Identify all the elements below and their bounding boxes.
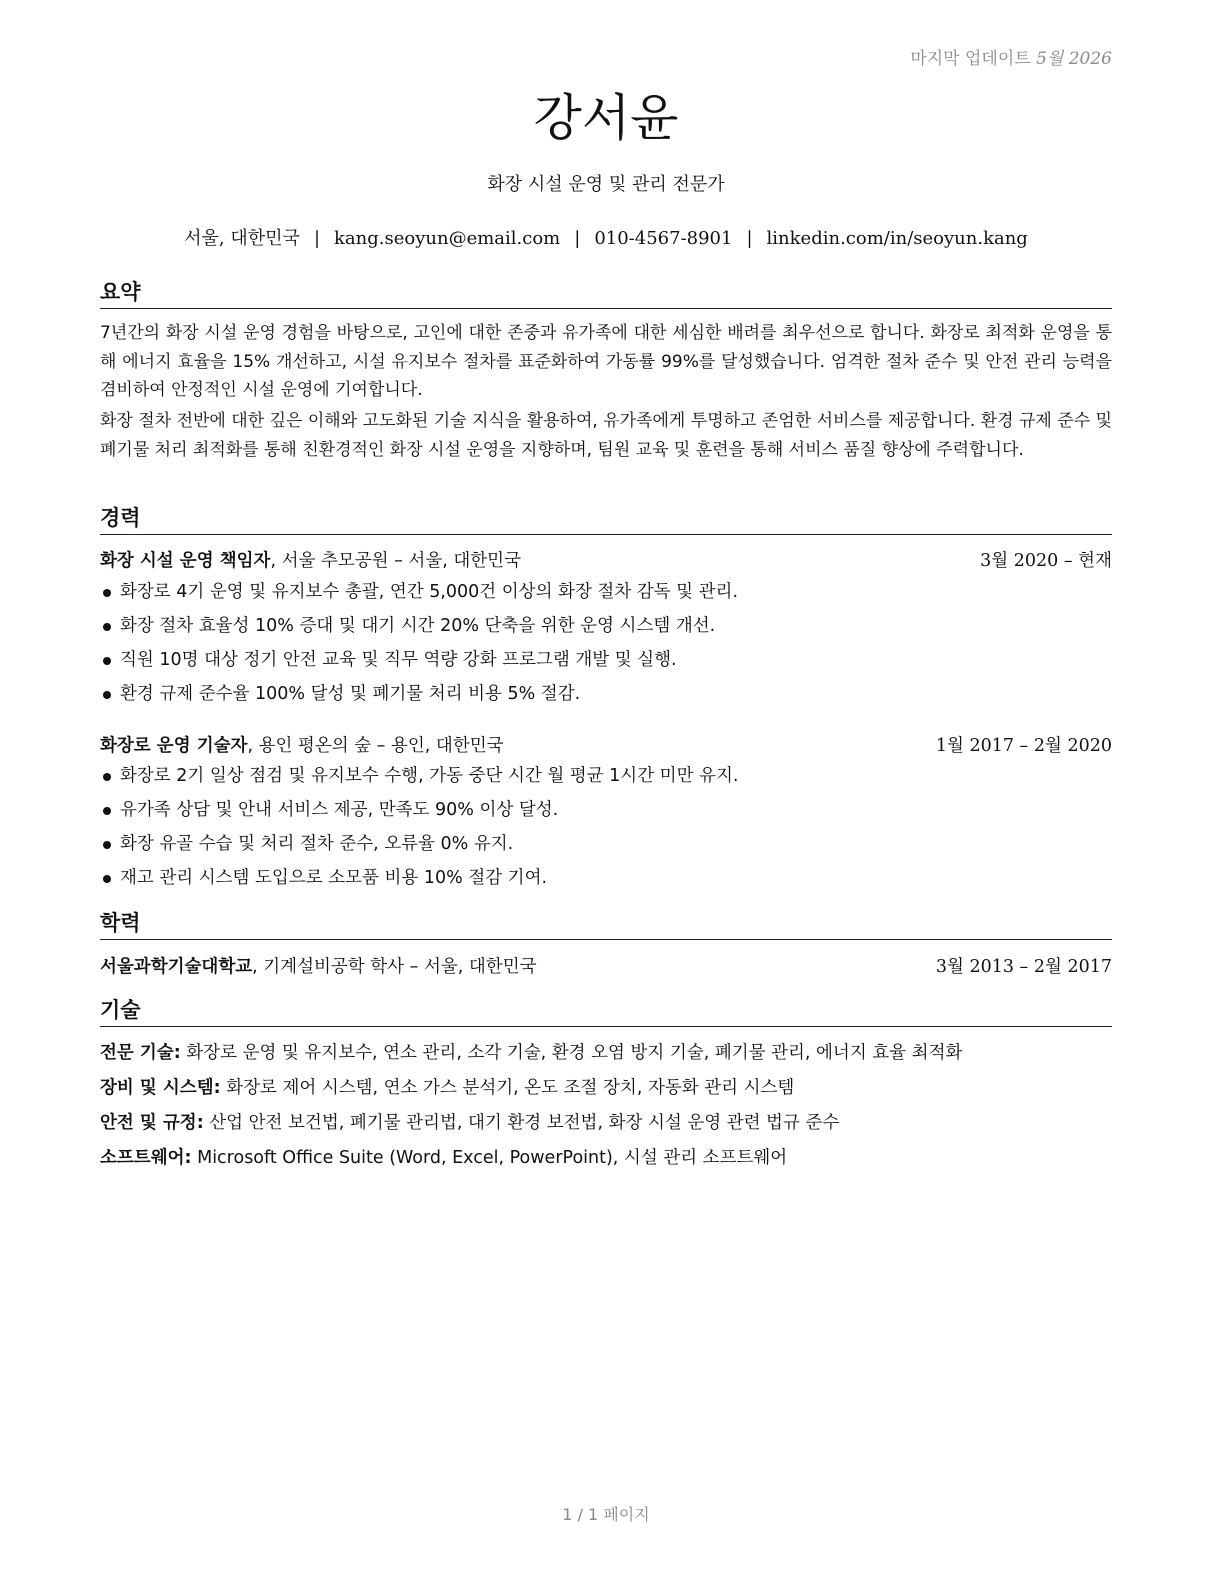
contact-phone: 010-4567-8901 bbox=[594, 228, 733, 249]
job-bullets bbox=[100, 575, 1112, 711]
skill-label: 전문 기술: bbox=[100, 1043, 181, 1063]
education-dates: 3월 2013 – 2월 2017 bbox=[935, 957, 1112, 977]
headline: 화장 시설 운영 및 관리 전문가 bbox=[487, 174, 725, 195]
summary-paragraph: 화장 절차 전반에 대한 깊은 이해와 고도화된 기술 지식을 활용하여, 유가족에게 투명하고 존엄한 서비스를 제공합니다. 환경 규제 준수 및 폐기물 처리 최적화를 통해 친환경적인 화장 시설 운영을 지향하며, 팀원 교육 및 훈련을 통해 서비스 품질 향상에 주력합니다. bbox=[100, 411, 1112, 460]
skill-label: 안전 및 규정: bbox=[100, 1113, 204, 1133]
job-title: 화장 시설 운영 책임자 bbox=[100, 551, 271, 571]
school-name: 서울과학기술대학교 bbox=[100, 957, 253, 977]
job-organization: , 서울 추모공원 – 서울, 대한민국 bbox=[270, 551, 521, 571]
job-title: 화장로 운영 기술자 bbox=[100, 736, 248, 756]
contact-separator: | bbox=[313, 228, 321, 249]
skill-value: Microsoft Office Suite (Word, Excel, PowerPoint), 시설 관리 소프트웨어 bbox=[191, 1148, 788, 1168]
job-bullet: 화장로 4기 운영 및 유지보수 총괄, 연간 5,000건 이상의 화장 절차 감독 및 관리. bbox=[100, 575, 1112, 609]
skill-value: 산업 안전 보건법, 폐기물 관리법, 대기 환경 보전법, 화장 시설 운영 관련 법규 준수 bbox=[203, 1113, 840, 1133]
job-bullet: 화장 유골 수습 및 처리 절차 준수, 오류율 0% 유지. bbox=[100, 827, 1112, 861]
skill-value: 화장로 운영 및 유지보수, 연소 관리, 소각 기술, 환경 오염 방지 기술, 폐기물 관리, 에너지 효율 최적화 bbox=[180, 1043, 963, 1063]
job-dates: 1월 2017 – 2월 2020 bbox=[935, 736, 1112, 756]
job-bullet: 유가족 상담 및 안내 서비스 제공, 만족도 90% 이상 달성. bbox=[100, 793, 1112, 827]
job-bullet: 재고 관리 시스템 도입으로 소모품 비용 10% 절감 기여. bbox=[100, 861, 1112, 895]
job-bullet: 화장로 2기 일상 점검 및 유지보수 수행, 가동 중단 시간 월 평균 1시간 미만 유지. bbox=[100, 759, 1112, 793]
page-number: 1 / 1 페이지 bbox=[562, 1505, 650, 1524]
last-updated-date: 5월 2026 bbox=[1036, 49, 1112, 69]
contact-linkedin[interactable]: linkedin.com/in/seoyun.kang bbox=[766, 228, 1028, 249]
last-updated bbox=[910, 44, 1112, 69]
skill-label: 소프트웨어: bbox=[100, 1148, 192, 1168]
job-bullet: 화장 절차 효율성 10% 증대 및 대기 시간 20% 단축을 위한 운영 시스템 개선. bbox=[100, 609, 1112, 643]
education-entry bbox=[100, 954, 1112, 980]
job-organization: , 용인 평온의 숲 – 용인, 대한민국 bbox=[247, 736, 504, 756]
job-bullets bbox=[100, 759, 1112, 895]
section-title-education: 학력 bbox=[100, 909, 1112, 940]
section-title-skills: 기술 bbox=[100, 996, 1112, 1027]
skill-row bbox=[100, 1145, 1112, 1171]
skill-row bbox=[100, 1075, 1112, 1101]
job-bullet: 환경 규제 준수율 100% 달성 및 폐기물 처리 비용 5% 절감. bbox=[100, 677, 1112, 711]
section-title-experience: 경력 bbox=[100, 504, 1112, 535]
contact-separator: | bbox=[746, 228, 753, 249]
contact-email[interactable]: kang.seoyun@email.com bbox=[334, 228, 561, 249]
contact-separator: | bbox=[574, 228, 581, 249]
experience-entry-header bbox=[100, 733, 1112, 759]
candidate-name: 강서윤 bbox=[533, 89, 679, 147]
contact-line bbox=[100, 224, 1112, 250]
job-bullet: 직원 10명 대상 정기 안전 교육 및 직무 역량 강화 프로그램 개발 및 실행. bbox=[100, 643, 1112, 677]
resume-page bbox=[100, 0, 1112, 1584]
last-updated-label: 마지막 업데이트 bbox=[910, 49, 1031, 69]
contact-location: 서울, 대한민국 bbox=[184, 228, 300, 249]
skill-row bbox=[100, 1040, 1112, 1066]
skill-value: 화장로 제어 시스템, 연소 가스 분석기, 온도 조절 장치, 자동화 관리 시스템 bbox=[220, 1078, 795, 1098]
skill-label: 장비 및 시스템: bbox=[100, 1078, 221, 1098]
experience-entry-header bbox=[100, 548, 1112, 574]
degree-detail: , 기계설비공학 학사 – 서울, 대한민국 bbox=[252, 957, 537, 977]
section-title-summary: 요약 bbox=[100, 278, 1112, 309]
skill-row bbox=[100, 1110, 1112, 1136]
job-dates: 3월 2020 – 현재 bbox=[980, 551, 1112, 571]
summary-paragraph: 7년간의 화장 시설 운영 경험을 바탕으로, 고인에 대한 존중과 유가족에 대한 세심한 배려를 최우선으로 합니다. 화장로 최적화 운영을 통해 에너지 효율을 15% 개선하고, 시설 유지보수 절차를 표준화하여 가동률 99%를 달성했습니다. 엄격한 절차 준수 및 안전 관리 능력을 겸비하여 안정적인 시설 운영에 기여합니다. bbox=[100, 323, 1112, 400]
